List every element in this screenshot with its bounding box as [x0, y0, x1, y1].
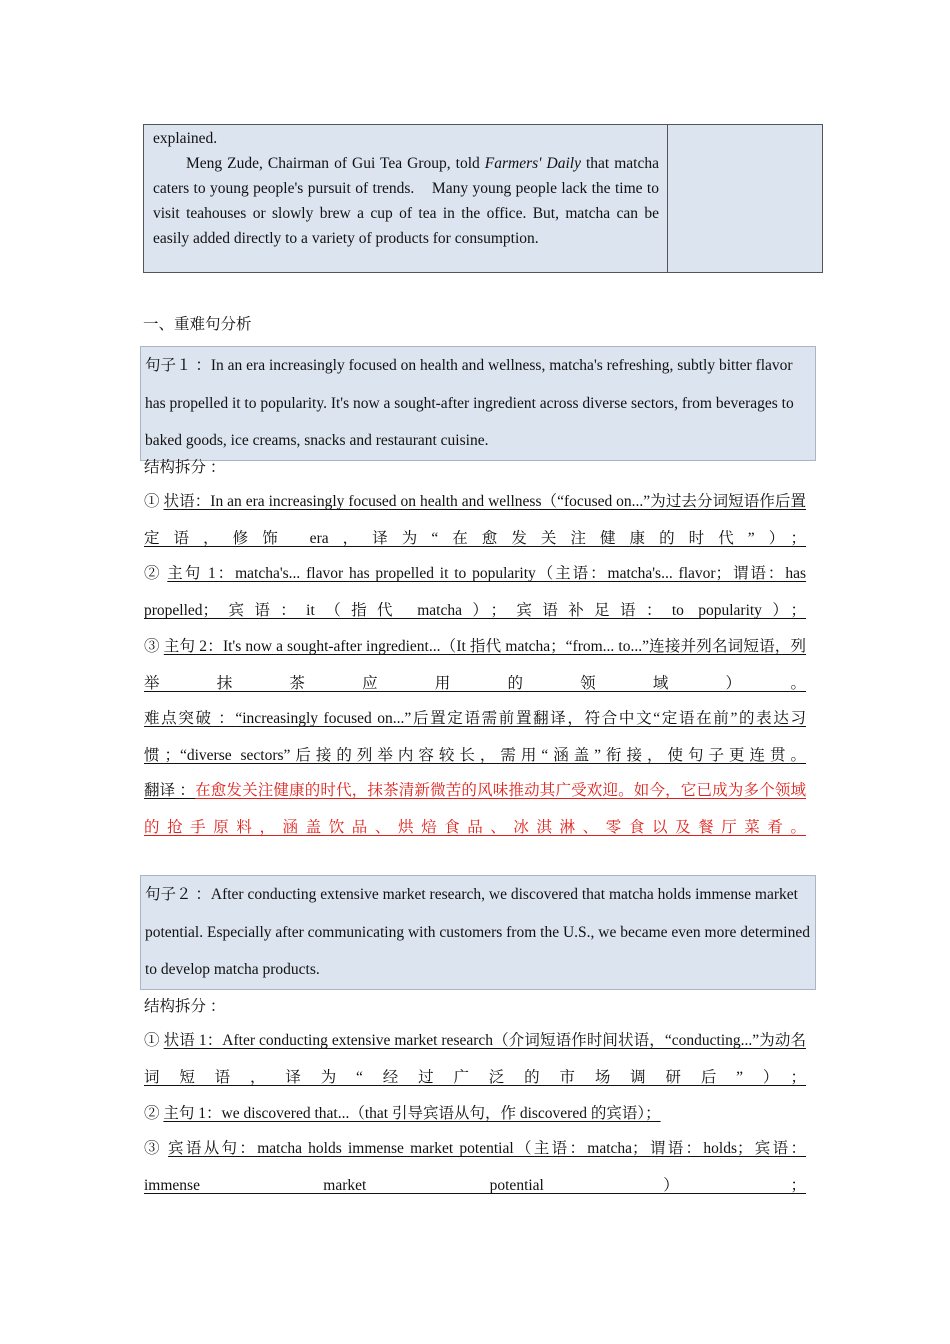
passage-lead: Meng Zude, Chairman of Gui Tea Group, told	[186, 155, 485, 172]
sentence-2-text: After conducting extensive market research, we discovered that matcha holds immense market potential. Especially after communicating with customers from the U.S., we became even more determined to develop matcha products.	[145, 886, 810, 978]
s2-item-3	[144, 1130, 806, 1204]
s1-item-3-text: 主句 2：It's now a sought-after ingredient...（It 指代 matcha；“from... to...”连接并列名词短语，列举抹茶应用的领域）。	[144, 638, 806, 692]
s2-item-3-lead: ③	[144, 1140, 169, 1157]
s1-translation-label: 翻译 ：	[144, 782, 196, 799]
sentence-2-label: 句子２ ：	[145, 886, 211, 903]
s2-item-1	[144, 1022, 806, 1096]
s1-translation	[144, 772, 806, 846]
s2-item-2-text: 主句 1：we discovered that...（that 引导宾语从句，作 discovered 的宾语）；	[163, 1105, 661, 1122]
s1-item-1-lead: ①	[144, 493, 164, 510]
s1-item-3-lead: ③	[144, 638, 164, 655]
sentence-1-label: 句子１ ：	[145, 357, 211, 374]
s2-item-2	[144, 1095, 806, 1132]
s2-item-2-lead: ②	[144, 1105, 164, 1122]
s2-item-1-lead: ①	[144, 1032, 164, 1049]
s1-item-2-lead: ②	[144, 565, 168, 582]
s1-item-1	[144, 483, 806, 557]
s2-structure-label: 结构拆分 ：	[144, 998, 226, 1015]
s1-item-2	[144, 555, 806, 629]
passage-rest: that matcha caters to young people's pursuit of trends. Many young people lack the time to visit teahouses or slowly brew a cup of tea in the office. But, matcha can be easily added directly to a variety of products for consumption.	[153, 155, 660, 247]
newspaper-title: Farmers' Daily	[484, 155, 581, 172]
s1-structure-label: 结构拆分 ：	[144, 459, 226, 476]
passage-cell	[153, 126, 659, 251]
passage-table	[143, 124, 823, 273]
s1-item-1-text: 状语：In an era increasingly focused on health and wellness（“focused on...”为过去分词短语作后置定语，修饰 era，译为“在愈发关注健康的时代”）；	[144, 493, 806, 547]
s1-difficulty	[144, 700, 806, 774]
s2-item-3-text: 宾语从句：matcha holds immense market potential（主语：matcha；谓语：holds；宾语：immense market potential）；	[144, 1140, 806, 1194]
s1-difficulty-label: 难点突破 ：	[144, 710, 236, 727]
sentence-1-box	[140, 346, 816, 461]
table-column-divider	[667, 125, 668, 272]
sentence-1-text: In an era increasingly focused on health and wellness, matcha's refreshing, subtly bitter flavor has propelled it to popularity. It's now a sought-after ingredient across diverse sectors, from beverages to baked goods, ice creams, snacks and restaurant cuisine.	[145, 357, 794, 449]
s2-item-1-text: 状语 1：After conducting extensive market research（介词短语作时间状语，“conducting...”为动名词短语，译为“经过广泛的市场调研后”）；	[144, 1032, 806, 1086]
passage-paragraph	[153, 151, 659, 251]
section-heading: 一、重难句分析	[143, 316, 252, 333]
passage-line-explained: explained.	[153, 130, 218, 147]
s1-item-2-text: 主句 1：matcha's... flavor has propelled it to popularity（主语：matcha's... flavor；谓语：has propelled；宾语：it（指代 matcha）；宾语补足语：to popularity）；	[144, 565, 806, 619]
s1-difficulty-text: “increasingly focused on...”后置定语需前置翻译，符合中文“定语在前”的表达习惯；“diverse sectors”后接的列举内容较长，需用“涵盖”衔接，使句子更连贯。	[144, 710, 806, 764]
s1-item-3	[144, 628, 806, 702]
sentence-2-box	[140, 875, 816, 990]
s1-translation-text: 在愈发关注健康的时代，抹茶清新微苦的风味推动其广受欢迎。如今，它已成为多个领域的抢手原料，涵盖饮品、烘焙食品、冰淇淋、零食以及餐厅菜肴。	[144, 782, 806, 836]
